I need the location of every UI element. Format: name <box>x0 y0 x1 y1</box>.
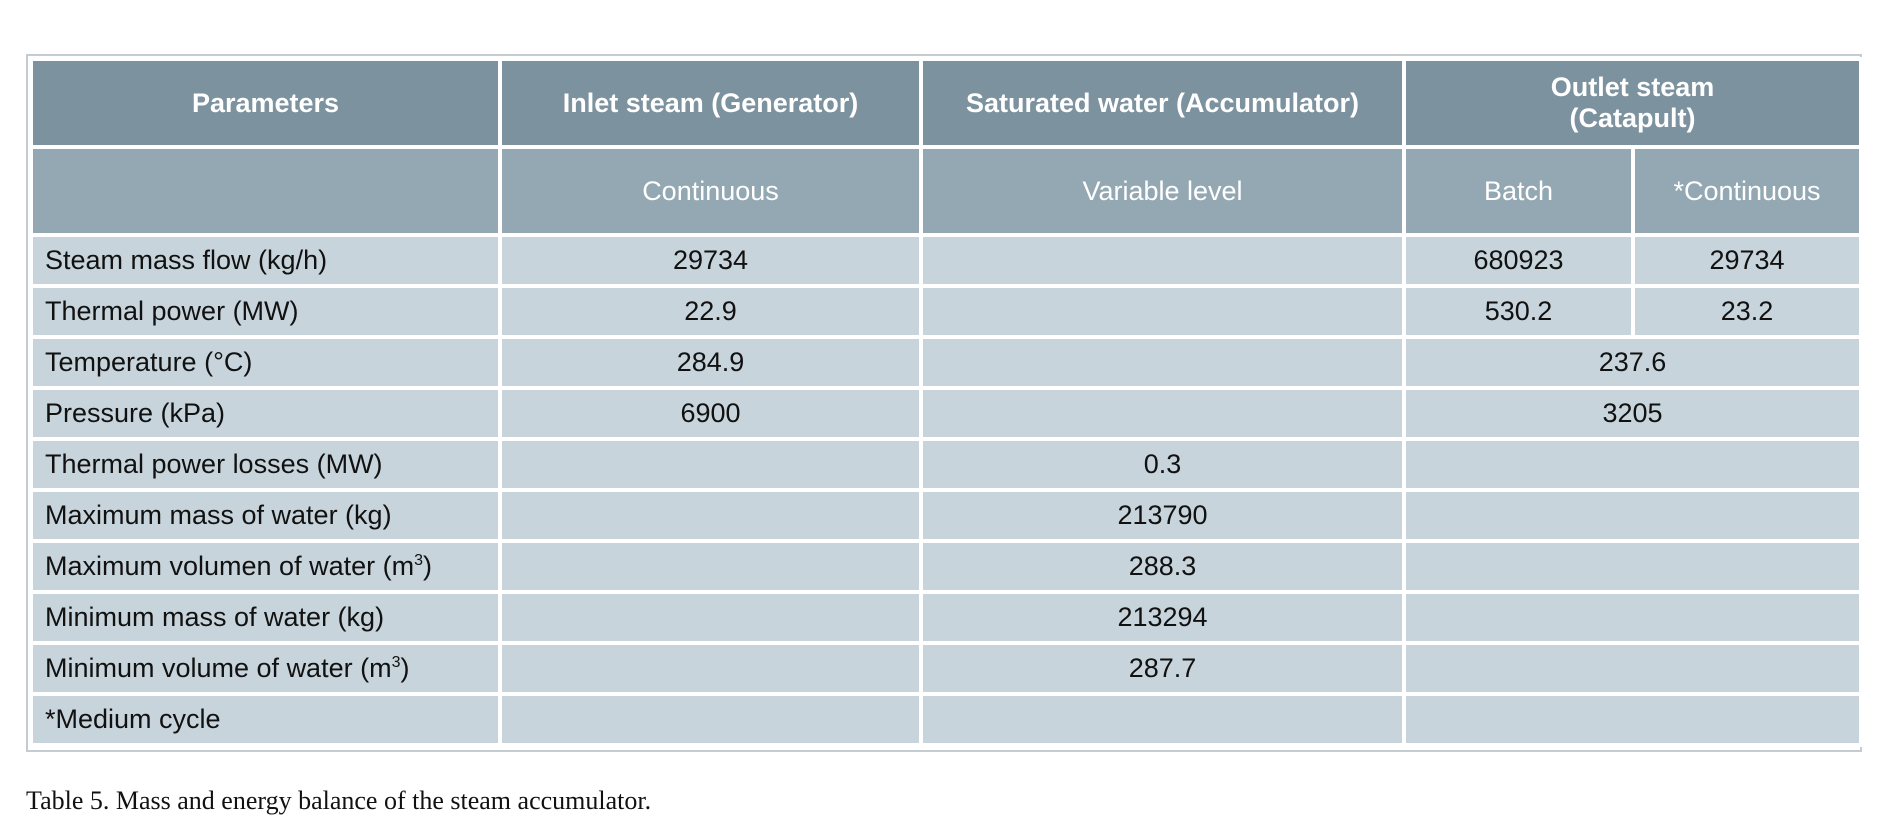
row-label: Steam mass flow (kg/h) <box>31 235 500 286</box>
table-caption: Table 5. Mass and energy balance of the steam accumulator. <box>26 786 652 815</box>
table-row <box>31 235 1861 286</box>
cell-inlet <box>500 592 921 643</box>
cell-saturated: 287.7 <box>921 643 1404 694</box>
cell-inlet <box>500 643 921 694</box>
row-label: Thermal power losses (MW) <box>31 439 500 490</box>
row-label: *Medium cycle <box>31 694 500 745</box>
subheader-parameters <box>31 147 500 235</box>
subheader-outlet-batch: Batch <box>1404 147 1633 235</box>
mass-energy-balance-table <box>29 57 1863 747</box>
row-label-end: ) <box>423 551 432 581</box>
table-row <box>31 490 1861 541</box>
header-parameters: Parameters <box>31 59 500 147</box>
row-label: Minimum mass of water (kg) <box>31 592 500 643</box>
table-row <box>31 337 1861 388</box>
table-row <box>31 286 1861 337</box>
row-label: Thermal power (MW) <box>31 286 500 337</box>
cell-outlet: 237.6 <box>1404 337 1861 388</box>
cell-outlet <box>1404 694 1861 745</box>
subheader-saturated: Variable level <box>921 147 1404 235</box>
cell-outlet <box>1404 541 1861 592</box>
cell-inlet <box>500 541 921 592</box>
subheader-row <box>31 147 1861 235</box>
table-row <box>31 439 1861 490</box>
row-label-text: Maximum volumen of water (m <box>45 551 415 581</box>
cell-inlet: 6900 <box>500 388 921 439</box>
header-inlet-steam: Inlet steam (Generator) <box>500 59 921 147</box>
table-row <box>31 592 1861 643</box>
table-row <box>31 643 1861 694</box>
cell-inlet: 29734 <box>500 235 921 286</box>
subheader-outlet-continuous: *Continuous <box>1633 147 1861 235</box>
header-saturated-water: Saturated water (Accumulator) <box>921 59 1404 147</box>
row-label-end: ) <box>400 653 410 683</box>
table-row <box>31 388 1861 439</box>
cell-saturated: 0.3 <box>921 439 1404 490</box>
row-label <box>31 643 500 694</box>
table-row <box>31 694 1861 745</box>
cell-outlet <box>1404 643 1861 694</box>
cell-saturated <box>921 337 1404 388</box>
subheader-inlet: Continuous <box>500 147 921 235</box>
cell-outlet-continuous: 23.2 <box>1633 286 1861 337</box>
row-label-superscript: 3 <box>391 654 401 671</box>
row-label: Maximum mass of water (kg) <box>31 490 500 541</box>
cell-outlet <box>1404 490 1861 541</box>
row-label: Temperature (°C) <box>31 337 500 388</box>
row-label-text: Minimum volume of water (m <box>45 653 392 683</box>
cell-outlet <box>1404 592 1861 643</box>
cell-saturated: 288.3 <box>921 541 1404 592</box>
cell-inlet <box>500 694 921 745</box>
cell-outlet <box>1404 439 1861 490</box>
cell-saturated <box>921 694 1404 745</box>
cell-saturated <box>921 388 1404 439</box>
row-label <box>31 541 500 592</box>
cell-inlet: 22.9 <box>500 286 921 337</box>
cell-saturated <box>921 235 1404 286</box>
header-outlet-line1: Outlet steam <box>1550 72 1715 102</box>
header-outlet-line2: (Catapult) <box>1569 103 1696 133</box>
cell-saturated: 213790 <box>921 490 1404 541</box>
cell-saturated <box>921 286 1404 337</box>
cell-outlet-batch: 530.2 <box>1404 286 1633 337</box>
cell-inlet <box>500 490 921 541</box>
cell-inlet: 284.9 <box>500 337 921 388</box>
cell-inlet <box>500 439 921 490</box>
cell-outlet-batch: 680923 <box>1404 235 1633 286</box>
header-row <box>31 59 1861 147</box>
table-row <box>31 541 1861 592</box>
cell-saturated: 213294 <box>921 592 1404 643</box>
cell-outlet: 3205 <box>1404 388 1861 439</box>
cell-outlet-continuous: 29734 <box>1633 235 1861 286</box>
row-label: Pressure (kPa) <box>31 388 500 439</box>
header-outlet-steam <box>1404 59 1861 147</box>
row-label-superscript: 3 <box>414 552 423 569</box>
